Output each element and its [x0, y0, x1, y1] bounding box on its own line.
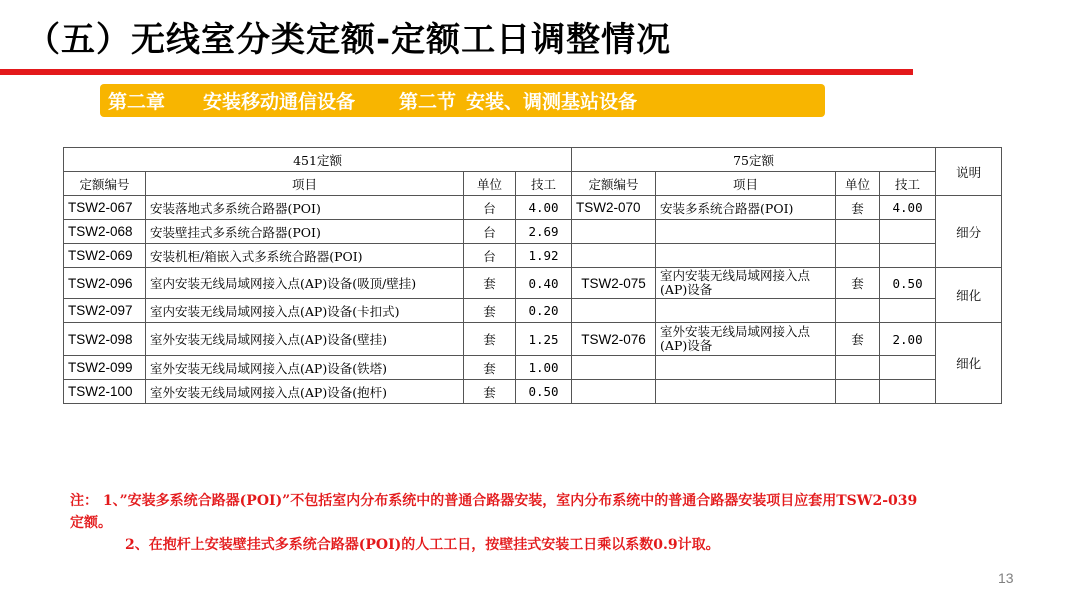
table-row — [64, 268, 1002, 299]
table-row — [64, 196, 1002, 220]
header-code-451: 定额编号 — [64, 172, 146, 196]
cell-labor-451: 1.92 — [516, 244, 572, 268]
cell-code-451: TSW2-069 — [64, 244, 146, 268]
cell-empty — [656, 299, 836, 323]
cell-labor-451: 0.40 — [516, 268, 572, 299]
cell-item-75: 室内安装无线局域网接入点(AP)设备 — [656, 268, 836, 299]
page-number: 13 — [998, 570, 1014, 586]
cell-empty — [656, 356, 836, 380]
cell-unit-451: 套 — [464, 323, 516, 356]
banner-section-name: 安装、调测基站设备 — [466, 91, 638, 113]
cell-item-451: 安装机柜/箱嵌入式多系统合路器(POI) — [146, 244, 464, 268]
footnote-1: 注： 1、”安装多系统合路器(POI)”不包括室内分布系统中的普通合路器安装，室内分布系统中的普通合路器安装项目应套用TSW2-039定额。 — [70, 493, 918, 531]
cell-code-451: TSW2-098 — [64, 323, 146, 356]
footnotes — [70, 490, 930, 556]
cell-item-75: 安装多系统合路器(POI) — [656, 196, 836, 220]
cell-code-75: TSW2-075 — [572, 268, 656, 299]
cell-unit-451: 套 — [464, 268, 516, 299]
header-code-75: 定额编号 — [572, 172, 656, 196]
cell-item-451: 室内安装无线局域网接入点(AP)设备(卡扣式) — [146, 299, 464, 323]
cell-empty — [880, 220, 936, 244]
table-row — [64, 380, 1002, 404]
cell-unit-75: 套 — [836, 196, 880, 220]
header-75-group: 75定额 — [572, 148, 936, 172]
cell-code-451: TSW2-100 — [64, 380, 146, 404]
cell-item-451: 室外安装无线局域网接入点(AP)设备(抱杆) — [146, 380, 464, 404]
cell-item-75: 室外安装无线局域网接入点(AP)设备 — [656, 323, 836, 356]
footnote-2: 2、在抱杆上安装壁挂式多系统合路器(POI)的人工工日，按壁挂式安装工日乘以系数0.9计取。 — [125, 537, 720, 553]
cell-unit-451: 套 — [464, 356, 516, 380]
title-underline — [0, 69, 913, 75]
table-row — [64, 356, 1002, 380]
cell-empty — [880, 356, 936, 380]
cell-empty — [880, 380, 936, 404]
cell-remark: 细化 — [936, 268, 1002, 323]
cell-empty — [656, 220, 836, 244]
cell-empty — [656, 380, 836, 404]
table-row — [64, 244, 1002, 268]
cell-code-451: TSW2-068 — [64, 220, 146, 244]
cell-empty — [656, 244, 836, 268]
cell-item-451: 安装落地式多系统合路器(POI) — [146, 196, 464, 220]
cell-empty — [836, 220, 880, 244]
cell-remark: 细化 — [936, 323, 1002, 404]
cell-unit-451: 台 — [464, 196, 516, 220]
cell-empty — [836, 356, 880, 380]
table-row — [64, 220, 1002, 244]
header-remark: 说明 — [936, 148, 1002, 196]
banner-chapter: 第二章 — [108, 91, 166, 113]
cell-empty — [572, 244, 656, 268]
cell-item-451: 安装壁挂式多系统合路器(POI) — [146, 220, 464, 244]
cell-unit-451: 套 — [464, 380, 516, 404]
cell-empty — [836, 380, 880, 404]
header-unit-451: 单位 — [464, 172, 516, 196]
cell-unit-451: 台 — [464, 244, 516, 268]
cell-labor-451: 1.25 — [516, 323, 572, 356]
cell-labor-75: 2.00 — [880, 323, 936, 356]
cell-item-451: 室外安装无线局域网接入点(AP)设备(铁塔) — [146, 356, 464, 380]
cell-labor-451: 4.00 — [516, 196, 572, 220]
header-item-451: 项目 — [146, 172, 464, 196]
cell-code-451: TSW2-097 — [64, 299, 146, 323]
header-labor-451: 技工 — [516, 172, 572, 196]
cell-unit-75: 套 — [836, 268, 880, 299]
table-row — [64, 299, 1002, 323]
cell-labor-451: 2.69 — [516, 220, 572, 244]
cell-unit-75: 套 — [836, 323, 880, 356]
cell-unit-451: 台 — [464, 220, 516, 244]
cell-labor-451: 1.00 — [516, 356, 572, 380]
cell-item-451: 室内安装无线局域网接入点(AP)设备(吸顶/壁挂) — [146, 268, 464, 299]
cell-code-451: TSW2-096 — [64, 268, 146, 299]
cell-code-451: TSW2-099 — [64, 356, 146, 380]
cell-empty — [880, 299, 936, 323]
header-labor-75: 技工 — [880, 172, 936, 196]
table-row — [64, 323, 1002, 356]
cell-empty — [836, 244, 880, 268]
cell-code-75: TSW2-070 — [572, 196, 656, 220]
section-banner — [100, 84, 825, 117]
cell-empty — [572, 299, 656, 323]
cell-labor-451: 0.50 — [516, 380, 572, 404]
quota-comparison-table — [63, 147, 1002, 404]
cell-code-451: TSW2-067 — [64, 196, 146, 220]
cell-labor-75: 4.00 — [880, 196, 936, 220]
cell-empty — [836, 299, 880, 323]
cell-labor-75: 0.50 — [880, 268, 936, 299]
cell-labor-451: 0.20 — [516, 299, 572, 323]
cell-unit-451: 套 — [464, 299, 516, 323]
cell-empty — [880, 244, 936, 268]
cell-remark: 细分 — [936, 196, 1002, 268]
cell-empty — [572, 220, 656, 244]
cell-empty — [572, 356, 656, 380]
header-item-75: 项目 — [656, 172, 836, 196]
page-title: （五）无线室分类定额-定额工日调整情况 — [26, 20, 672, 60]
header-451-group: 451定额 — [64, 148, 572, 172]
cell-empty — [572, 380, 656, 404]
header-unit-75: 单位 — [836, 172, 880, 196]
banner-chapter-name: 安装移动通信设备 — [203, 91, 356, 113]
cell-item-451: 室外安装无线局域网接入点(AP)设备(壁挂) — [146, 323, 464, 356]
banner-section: 第二节 — [399, 91, 457, 113]
cell-code-75: TSW2-076 — [572, 323, 656, 356]
